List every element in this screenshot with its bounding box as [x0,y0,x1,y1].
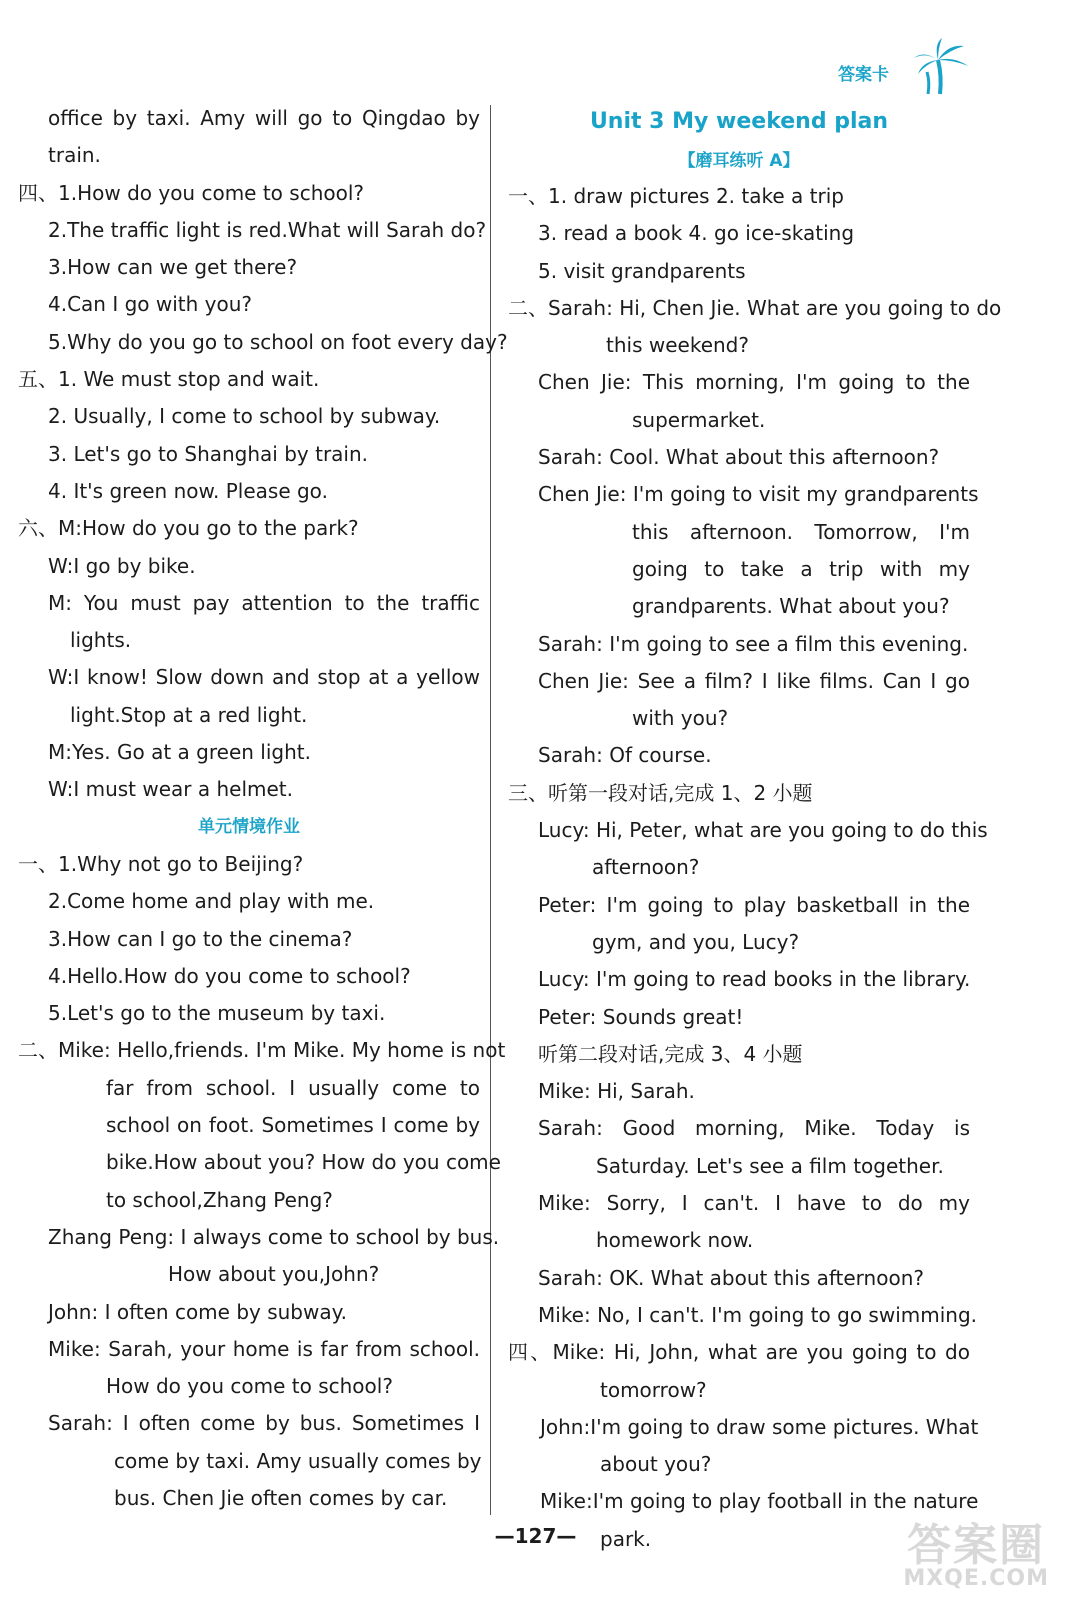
text-line: John:I'm going to draw some pictures. What [540,1414,979,1439]
text-line: Mike: Sarah, your home is far from school. [48,1336,480,1361]
watermark-logo: 答案圈 MXQE.COM [903,1520,1049,1591]
text-line: tomorrow? [600,1377,707,1402]
text-line: 2.The traffic light is red.What will Sarah do? [48,217,487,242]
text-line: M:Yes. Go at a green light. [48,740,311,765]
left-column [18,100,508,1517]
text-line: 3.How can we get there? [48,255,298,280]
text-line: 二、Sarah: Hi, Chen Jie. What are you going to do [508,295,1002,320]
text-line: How do you come to school? [106,1374,393,1399]
text-line: M: You must pay attention to the traffic [48,590,480,615]
text-line: Zhang Peng: I always come to school by bus. [48,1224,500,1249]
text-line: 5.Let's go to the museum by taxi. [48,1001,386,1026]
text-line: W:I go by bike. [48,553,196,578]
text-line: Sarah: I'm going to see a film this evening. [538,631,969,656]
text-line: 3.How can I go to the cinema? [48,926,353,951]
unit-title: Unit 3 My weekend plan [589,109,889,134]
text-line: bus. Chen Jie often comes by car. [114,1485,448,1510]
text-line: school on foot. Sometimes I come by [106,1113,480,1138]
text-line: to school,Zhang Peng? [106,1187,333,1212]
text-line: Saturday. Let's see a film together. [596,1153,944,1178]
section-heading: 单元情境作业 [198,816,300,837]
text-line: 五、1. We must stop and wait. [18,367,320,392]
text-line: 三、听第一段对话,完成 1、2 小题 [508,780,813,805]
text-line: Sarah: Good morning, Mike. Today is [538,1116,970,1141]
text-line: Lucy: Hi, Peter, what are you going to do this [538,818,988,843]
text-line: gym, and you, Lucy? [592,929,800,954]
text-line: Mike: No, I can't. I'm going to go swimming. [538,1302,977,1327]
text-line: 4. It's green now. Please go. [48,478,328,503]
text-line: 4.Can I go with you? [48,292,253,317]
text-line: Lucy: I'm going to read books in the library. [538,967,971,992]
text-line: 一、1. draw pictures 2. take a trip [508,184,844,208]
text-line: Mike: Hi, Sarah. [538,1079,695,1104]
text-line: W:I know! Slow down and stop at a yellow [48,665,480,690]
text-line: 5.Why do you go to school on foot every day? [48,329,508,354]
text-line: Sarah: OK. What about this afternoon? [538,1265,924,1290]
text-line: Sarah: Of course. [538,743,712,768]
text-line: afternoon? [592,855,700,880]
text-line: Chen Jie: I'm going to visit my grandparents [538,482,979,507]
page-number: —127— [494,1524,577,1548]
text-line: 2. Usually, I come to school by subway. [48,404,441,429]
text-line: John: I often come by subway. [48,1299,347,1324]
text-line: Sarah: I often come by bus. Sometimes I [48,1411,480,1436]
text-line: lights. [70,628,132,653]
text-line: 3. read a book 4. go ice-skating [538,221,855,246]
text-line: light.Stop at a red light. [70,702,308,727]
text-line: 四、Mike: Hi, John, what are you going to do [508,1340,970,1365]
text-line: park. [600,1526,652,1551]
text-line: Sarah: Cool. What about this afternoon? [538,445,940,470]
text-line: 二、Mike: Hello,friends. I'm Mike. My home is not [18,1038,506,1063]
text-line: grandparents. What about you? [632,594,950,619]
text-line: homework now. [596,1228,754,1253]
text-line: 四、1.How do you come to school? [18,180,365,205]
text-line: 5. visit grandparents [538,258,746,283]
text-line: train. [48,143,101,168]
text-line: about you? [600,1452,712,1477]
text-line: supermarket. [632,407,766,432]
text-line: 一、1.Why not go to Beijing? [18,851,304,876]
text-line: Chen Jie: This morning, I'm going to the [538,370,970,395]
section-heading: 【磨耳练听 A】 [678,151,800,171]
text-line: this weekend? [606,333,749,358]
text-line: come by taxi. Amy usually comes by [114,1448,482,1473]
text-line: 2.Come home and play with me. [48,889,375,914]
text-line: Peter: Sounds great! [538,1004,744,1029]
text-line: Chen Jie: See a film? I like films. Can I go [538,668,970,693]
text-line: office by taxi. Amy will go to Qingdao by [48,106,480,130]
text-line: this afternoon. Tomorrow, I'm [632,519,970,544]
text-line: How about you,John? [168,1262,380,1287]
text-line: Peter: I'm going to play basketball in the [538,892,970,917]
palm-tree-icon [912,38,972,98]
text-line: 六、M:How do you go to the park? [18,516,359,541]
text-line: going to take a trip with my [632,556,970,581]
text-line: W:I must wear a helmet. [48,777,294,802]
text-line: 3. Let's go to Shanghai by train. [48,441,369,466]
text-line: Mike: Sorry, I can't. I have to do my [538,1191,970,1216]
text-line: 4.Hello.How do you come to school? [48,963,411,988]
text-line: with you? [632,706,729,731]
text-line: far from school. I usually come to [106,1075,480,1100]
text-line: 听第二段对话,完成 3、4 小题 [538,1041,803,1066]
text-line: bike.How about you? How do you come [106,1150,501,1175]
column-divider [490,105,491,1515]
header-label: 答案卡 [838,65,889,85]
text-line: Mike:I'm going to play football in the nature [540,1489,979,1514]
right-column [508,100,1002,1558]
